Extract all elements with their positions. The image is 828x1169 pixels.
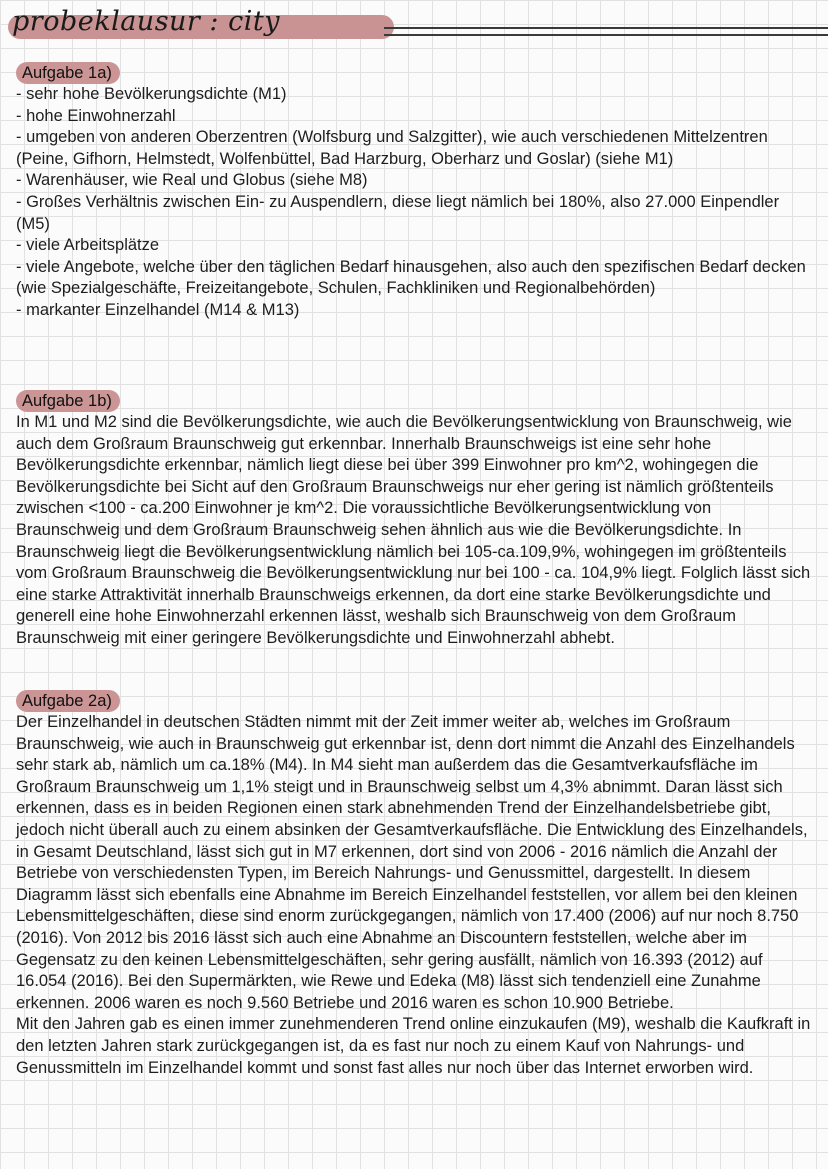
paragraph: In M1 und M2 sind die Bevölkerungsdichte, wie auch die Bevölkerungsentwicklung von Braunschweig, wie auch dem Großraum Braunschweig gut erkennbar. Innerhalb Braunschweigs ist eine sehr hohe Bevölkerungsdichte erkennbar, nämlich liegt diese bei über 399 Einwohner pro km^2, wohingegen die Bevölkerungsdichte bei Sicht auf den Großraum Braunschweigs nur eher gering ist nämlich größtenteils zwischen <100 - ca.200 Einwohner je km^2. Die voraussichtliche Bevölkerungsentwicklung von Braunschweig und dem Großraum Braunschweig sehen ähnlich aus wie die Bevölkerungsdichte. In Braunschweig liegt die Bevölkerungsentwicklung nämlich bei 105-ca.109,9%, wohingegen im größtenteils vom Großraum Braunschweig die Bevölkerungsentwicklung nur bei 100 - ca. 104,9% liegt. Folglich lässt sich eine starke Attraktivität innerhalb Braunschweigs erkennen, da dort eine starke Bevölkerungsdichte und generell eine hohe Einwohnerzahl erkennen lässt, weshalb sich Braunschweig von dem Großraum Braunschweig mit einer geringere Bevölkerungsdichte und Einwohnerzahl abhebt. — [16, 413, 811, 647]
list-item: - Großes Verhältnis zwischen Ein- zu Auspendlern, diese liegt nämlich bei 180%, also 27.000 Einpendler (M5) — [16, 192, 780, 233]
list-item: - markanter Einzelhandel (M14 & M13) — [16, 300, 300, 319]
paragraph: Der Einzelhandel in deutschen Städten nimmt mit der Zeit immer weiter ab, welches im Großraum Braunschweig, wie auch in Braunschweig gut erkennbar ist, denn dort nimmt die Anzahl des Einzelhandels sehr stark ab, nämlich um ca.18% (M4). In M4 sieht man außerdem das die Gesamtverkaufsfläche im Großraum Braunschweig um 1,1% steigt und in Braunschweig selbst um 4,3% abnimmt. Daran lässt sich erkennen, dass es in beiden Regionen einen stark abnehmenden Trend der Einzelhandelsbetriebe gibt, jedoch nicht überall auch zu einem absinken der Gesamtverkaufsfläche. Die Entwicklung des Einzelhandels, in Gesamt Deutschland, lässt sich gut in M7 erkennen, dort sind von 2006 - 2016 nämlich die Anzahl der Betriebe von verschiedensten Typen, im Bereich Nahrungs- und Genussmittel, dargestellt. In diesem Diagramm lässt sich ebenfalls eine Abnahme im Bereich Einzelhandel feststellen, vor allem bei den kleinen Lebensmittelgeschäften, diese sind enorm zurückgegangen, nämlich von 17.400 (2006) auf nur noch 8.750 (2016). Von 2012 bis 2016 lässt sich auch eine Abnahme an Discountern feststellen, welche aber im Gegensatz zu den keinen Lebensmittelgeschäften, sehr gering ausfällt, nämlich von 16.393 (2012) auf 16.054 (2016). Bei den Supermärkten, wie Rewe und Edeka (M8) lässt sich tendenziell eine Zunahme erkennen. 2006 waren es noch 9.560 Betriebe und 2016 waren es schon 10.900 Betriebe. — [16, 713, 808, 1012]
section-aufgabe-1b — [16, 390, 816, 650]
list-item: - hohe Einwohnerzahl — [16, 106, 176, 125]
paragraph-block — [16, 412, 816, 650]
list-item: - sehr hohe Bevölkerungsdichte (M1) — [16, 85, 287, 103]
section-aufgabe-2a — [16, 690, 816, 1079]
section-label: Aufgabe 1a) — [16, 62, 120, 84]
list-item: - viele Arbeitsplätze — [16, 236, 160, 255]
section-aufgabe-1a — [16, 62, 816, 322]
section-label: Aufgabe 1b) — [16, 390, 120, 412]
list-item: - viele Angebote, welche über den täglichen Bedarf hinausgehen, also auch den spezifischen Bedarf decken (wie Spezialgeschäfte, Freizeitangebote, Schulen, Fachkliniken und Regionalbehörden) — [16, 257, 806, 298]
paragraph: Mit den Jahren gab es einen immer zunehmenderen Trend online einzukaufen (M9), weshalb die Kaufkraft in den letzten Jahren stark zurückgegangen ist, da es fast nur noch zu einem Kauf von Nahrungs- und Genussmitteln im Einzelhandel kommt und sonst fast alles nur noch über das Internet erworben wird. — [16, 1015, 811, 1077]
title-divider — [384, 27, 828, 36]
title-wrap — [12, 6, 280, 37]
list-item: - umgeben von anderen Oberzentren (Wolfsburg und Salzgitter), wie auch verschiedenen Mittelzentren (Peine, Gifhorn, Helmstedt, Wolfenbüttel, Bad Harzburg, Oberharz und Goslar) (siehe M1) — [16, 128, 768, 168]
page-title: probeklausur : city — [12, 6, 280, 37]
page-header — [0, 0, 828, 60]
section-label: Aufgabe 2a) — [16, 690, 120, 712]
list-item: - Warenhäuser, wie Real und Globus (siehe M8) — [16, 171, 368, 190]
paragraph-block — [16, 712, 816, 1079]
bullet-list — [16, 84, 816, 322]
